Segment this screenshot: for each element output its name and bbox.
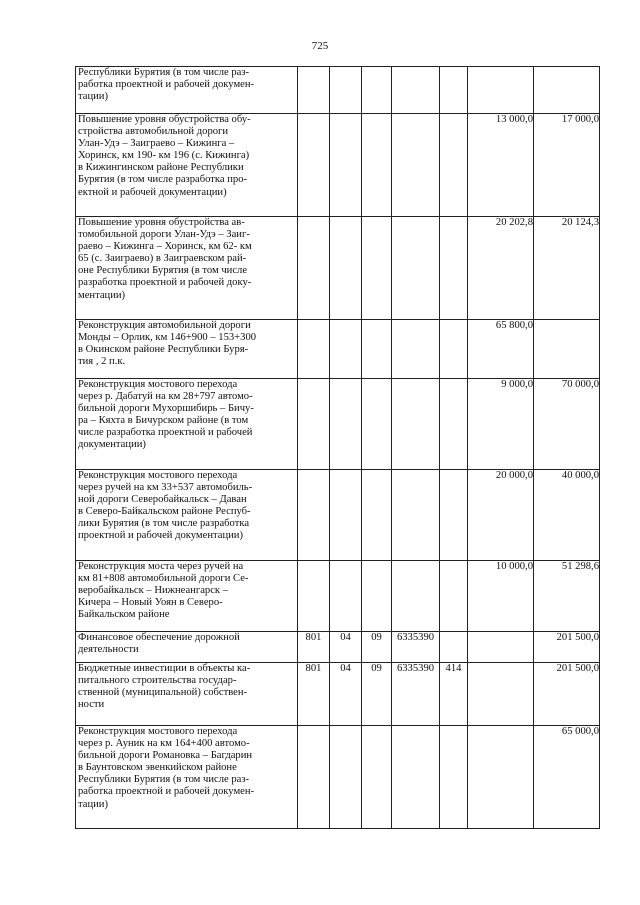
cell-v2: 65 000,0 [534,726,600,829]
cell-v2: 201 500,0 [534,663,600,726]
table-row [76,632,600,663]
cell-c3 [362,67,392,114]
cell-c5 [440,561,468,632]
cell-c1: 801 [298,663,330,726]
cell-c1 [298,67,330,114]
cell-desc: Реконструкция мостового перехода через р. Ауник на км 164+400 автомо- бильной дороги Романовка – Багдарин в Баунтовском эвенкийском районе Республики Бурятия (в том числе раз- работка проектной и рабочей докумен- тации) [76,726,298,829]
cell-c2 [330,114,362,217]
table-row [76,114,600,217]
cell-c3 [362,470,392,561]
cell-c1 [298,561,330,632]
cell-c2 [330,320,362,379]
cell-c4: 6335390 [392,632,440,663]
cell-c2 [330,217,362,320]
cell-c5: 414 [440,663,468,726]
cell-c1 [298,320,330,379]
cell-c4 [392,67,440,114]
cell-v1 [468,663,534,726]
table-row [76,561,600,632]
cell-c4 [392,320,440,379]
cell-c5 [440,67,468,114]
table-row [76,320,600,379]
cell-c3: 09 [362,632,392,663]
cell-v2: 40 000,0 [534,470,600,561]
cell-c2 [330,726,362,829]
cell-v2: 20 124,3 [534,217,600,320]
cell-v2 [534,320,600,379]
cell-desc: Реконструкция автомобильной дороги Монды – Орлик, км 146+900 – 153+300 в Окинском районе Республики Буря- тия , 2 п.к. [76,320,298,379]
cell-c2 [330,470,362,561]
cell-c2: 04 [330,632,362,663]
page-number: 725 [311,40,329,52]
cell-c4 [392,217,440,320]
cell-v1: 13 000,0 [468,114,534,217]
cell-c1 [298,217,330,320]
budget-table [75,66,600,829]
cell-desc: Реконструкция моста через ручей на км 81+808 автомобильной дороги Се- веробайкальск – Нижнеангарск – Кичера – Новый Уоян в Северо- Байкальском районе [76,561,298,632]
cell-v2: 201 500,0 [534,632,600,663]
cell-c3 [362,217,392,320]
cell-c1 [298,470,330,561]
cell-c5 [440,726,468,829]
table-row [76,663,600,726]
cell-c5 [440,320,468,379]
cell-v1: 20 202,8 [468,217,534,320]
table-row [76,470,600,561]
cell-c3 [362,379,392,470]
cell-v1: 20 000,0 [468,470,534,561]
cell-c3 [362,561,392,632]
cell-c4 [392,379,440,470]
cell-c1 [298,726,330,829]
cell-desc: Реконструкция мостового перехода через ручей на км 33+537 автомобиль- ной дороги Северобайкальск – Даван в Северо-Байкальском районе Респуб- лики Бурятия (в том числе разработка проектной и рабочей документации) [76,470,298,561]
cell-desc: Финансовое обеспечение дорожной деятельности [76,632,298,663]
cell-c1: 801 [298,632,330,663]
cell-c4 [392,114,440,217]
cell-c1 [298,114,330,217]
cell-c2 [330,561,362,632]
cell-c3: 09 [362,663,392,726]
cell-desc: Реконструкция мостового перехода через р. Дабатуй на км 28+797 автомо- бильной дороги Мухоршибирь – Бичу- ра – Кяхта в Бичурском районе (в том числе разработка проектной и рабочей документации) [76,379,298,470]
table-row [76,726,600,829]
table-row [76,379,600,470]
cell-c4: 6335390 [392,663,440,726]
cell-c3 [362,726,392,829]
cell-c5 [440,379,468,470]
cell-c2: 04 [330,663,362,726]
cell-v1 [468,67,534,114]
cell-v1: 10 000,0 [468,561,534,632]
cell-c4 [392,561,440,632]
cell-c2 [330,379,362,470]
cell-c2 [330,67,362,114]
cell-desc: Республики Бурятия (в том числе раз- работка проектной и рабочей докумен- тации) [76,67,298,114]
cell-v2 [534,67,600,114]
table-row [76,217,600,320]
cell-c1 [298,379,330,470]
cell-c3 [362,320,392,379]
cell-v1: 65 800,0 [468,320,534,379]
cell-c4 [392,726,440,829]
cell-v1 [468,726,534,829]
cell-v1: 9 000,0 [468,379,534,470]
cell-v2: 70 000,0 [534,379,600,470]
cell-c5 [440,114,468,217]
cell-v2: 17 000,0 [534,114,600,217]
cell-c4 [392,470,440,561]
cell-c5 [440,217,468,320]
table-row [76,67,600,114]
cell-desc: Повышение уровня обустройства ав- томобильной дороги Улан-Удэ – Заиг- раево – Кижинга – Хоринск, км 62- км 65 (с. Заиграево) в Заиграевском рай- оне Республики Бурятия (в том числе разработка проектной и рабочей доку- ментации) [76,217,298,320]
cell-v2: 51 298,6 [534,561,600,632]
cell-c5 [440,470,468,561]
cell-c5 [440,632,468,663]
cell-v1 [468,632,534,663]
cell-desc: Повышение уровня обустройства обу- стройства автомобильной дороги Улан-Удэ – Заиграево – Кижинга – Хоринск, км 190- км 196 (с. Кижинга) в Кижингинском районе Республики Бурятия (в том числе разработка про- ектной и рабочей документации) [76,114,298,217]
cell-c3 [362,114,392,217]
cell-desc: Бюджетные инвестиции в объекты ка- питального строительства государ- ственной (муниципальной) собствен- ности [76,663,298,726]
